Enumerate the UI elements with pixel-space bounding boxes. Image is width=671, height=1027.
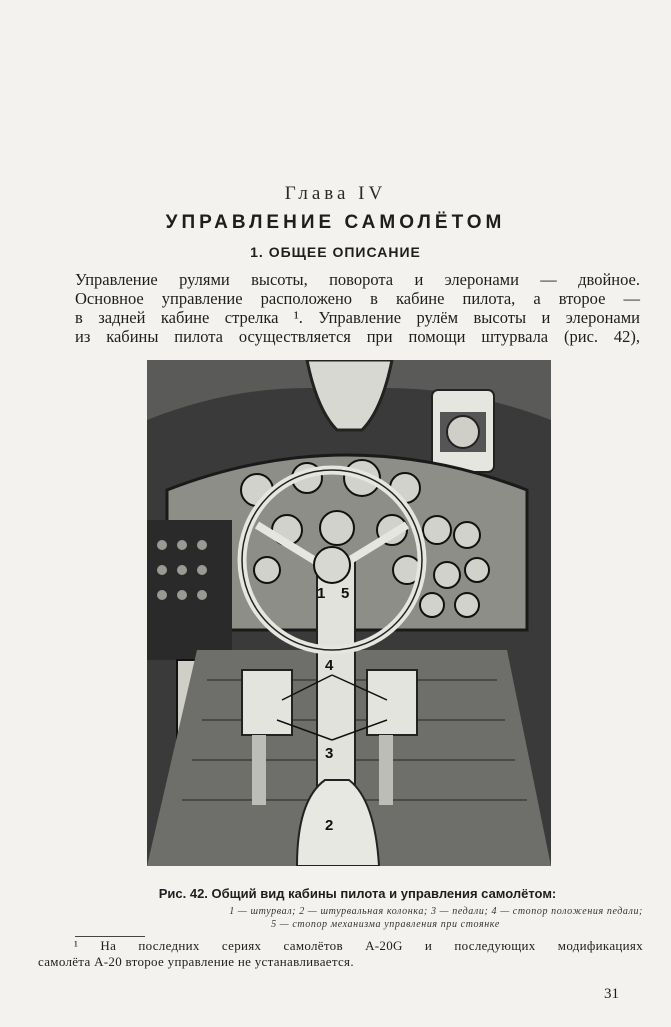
legend-line: 1 — штурвал; 2 — штурвальная колонка; 3 — педали; 4 — стопор положения педали; bbox=[229, 906, 643, 917]
figure-caption: Рис. 42. Общий вид кабины пилота и управления самолётом: bbox=[158, 886, 557, 901]
section-heading: 1. ОБЩЕЕ ОПИСАНИЕ bbox=[250, 244, 421, 260]
footnote-divider bbox=[75, 936, 145, 937]
page-number: 31 bbox=[604, 986, 619, 1002]
figure-label-5: 5 bbox=[341, 585, 350, 602]
paragraph-line: из кабины пилота осуществляется при помощи штурвала (рис. 42), bbox=[75, 327, 640, 346]
footnote-line: самолёта А-20 второе управление не устанавливается. bbox=[38, 954, 354, 969]
body-paragraph bbox=[75, 270, 640, 346]
paragraph-line: Управление рулями высоты, поворота и элеронами — двойное. bbox=[75, 270, 640, 289]
legend-line: 5 — стопор механизма управления при стоянке bbox=[271, 919, 500, 930]
figure-label-4: 4 bbox=[325, 657, 334, 674]
figure-label-3: 3 bbox=[325, 745, 334, 762]
figure-legend bbox=[38, 905, 643, 931]
chapter-heading: Глава IV bbox=[284, 183, 387, 204]
figure-label-1: 1 bbox=[317, 585, 326, 602]
paragraph-line: в задней кабине стрелка ¹. Управление рулём высоты и элеронами bbox=[75, 308, 640, 327]
figure-label-2: 2 bbox=[325, 817, 334, 834]
footnote-line: ¹ На последних сериях самолётов А-20G и последующих модификациях bbox=[74, 938, 643, 953]
cockpit-photo bbox=[147, 360, 551, 866]
paragraph-line: Основное управление расположено в кабине пилота, а второе — bbox=[75, 289, 640, 308]
chapter-title: УПРАВЛЕНИЕ САМОЛЁТОМ bbox=[165, 212, 506, 233]
footnote bbox=[38, 938, 643, 970]
